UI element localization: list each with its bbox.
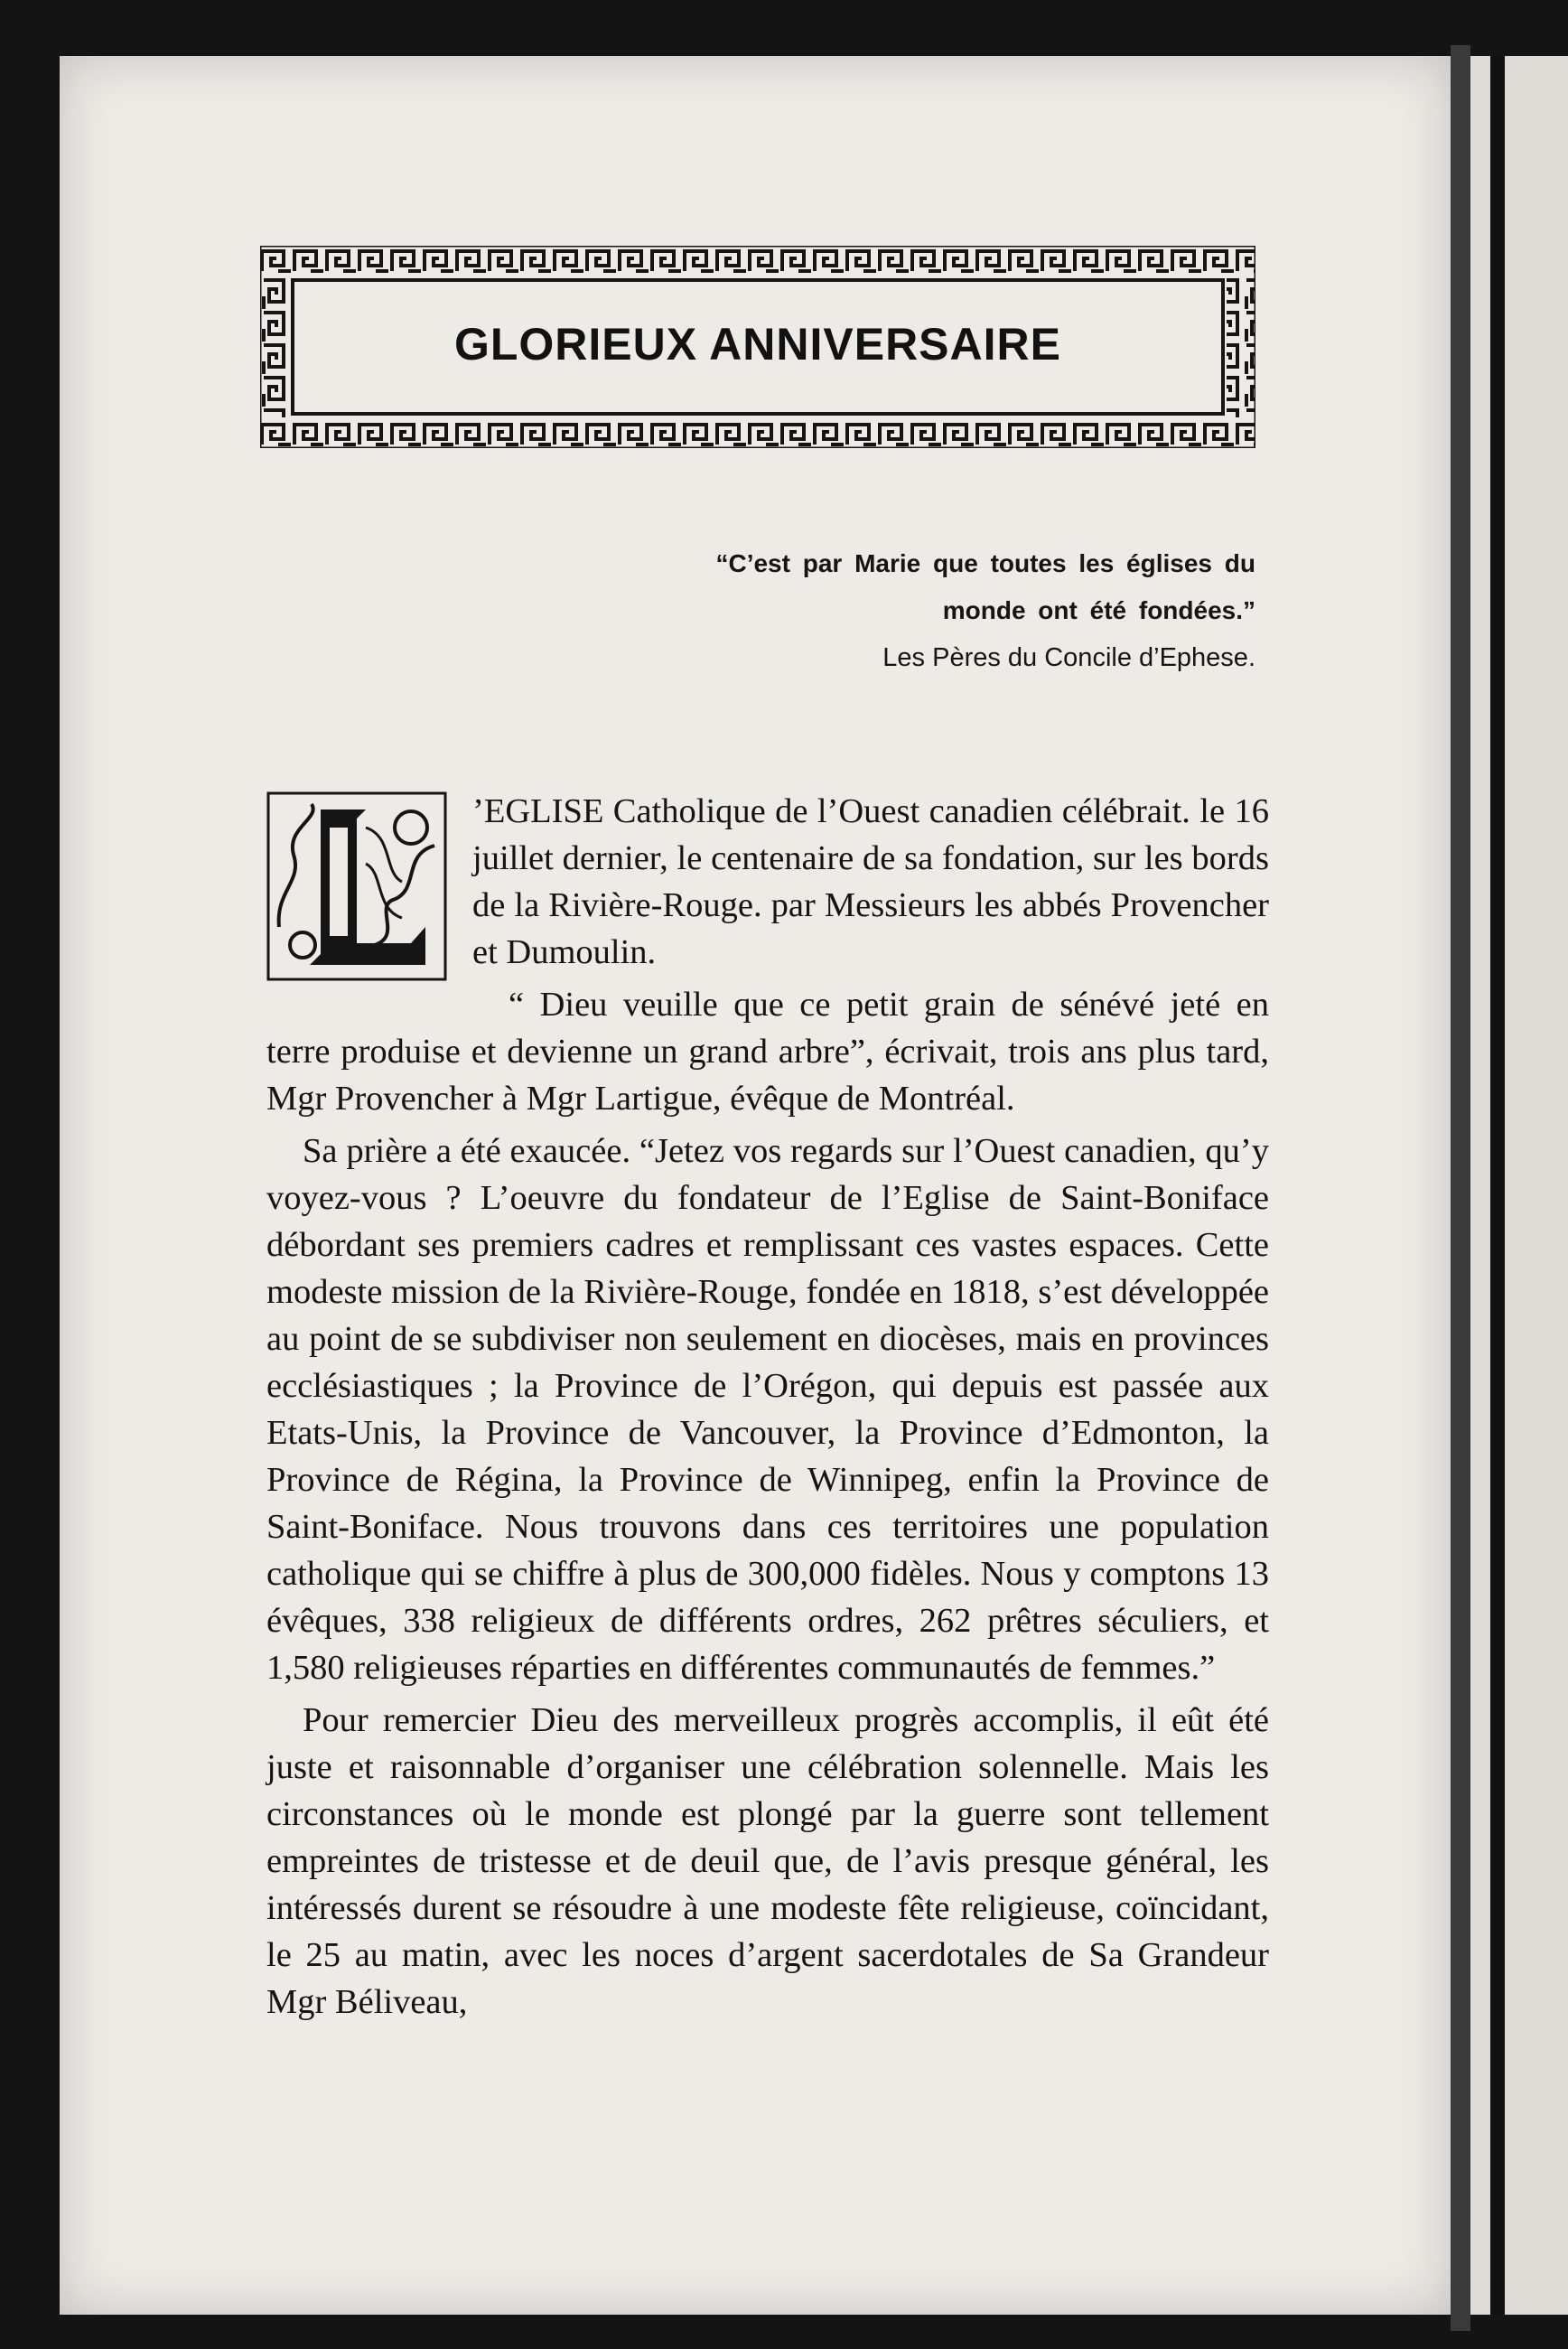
article-body [266,788,1269,2026]
title-frame [260,246,1255,448]
paragraph-4: Pour remercier Dieu des merveilleux progrès accomplis, il eût été juste et raisonnable d’organiser une célébration solennelle. Mais les circonstances où le monde est plongé par la guerre sont tellement empreintes de tristesse et de deuil que, de l’avis presque général, les intéressés durent se résoudre à une modeste fête religieuse, coïncidant, le 25 au matin, avec les noces d’argent sacerdotales de Sa Grandeur Mgr Béliveau, [266,1701,1269,2021]
epigraph-attribution: Les Pères du Concile d’Ephese. [882,643,1255,672]
page-title: GLORIEUX ANNIVERSAIRE [453,319,1061,370]
facing-page-shadow [1490,56,1505,2315]
paragraph-2: “ Dieu veuille que ce petit grain de sénévé jeté en terre produise et devienne un grand arbre”, écrivait, trois ans plus tard, Mgr Provencher à Mgr Lartigue, évêque de Montréal. [266,986,1269,1118]
book-binding [1451,45,1470,2331]
facing-page-edge [1470,56,1568,2315]
paragraph-1: ’EGLISE Catholique de l’Ouest canadien célébrait. le 16 juillet dernier, le centenaire de sa fondation, sur les bords de la Rivière-Rouge. par Messieurs les abbés Provencher et Dumoulin. [472,792,1269,971]
epigraph-quote: “C’est par Marie que toutes les églises du monde ont été fondées.” [715,549,1255,624]
paragraph-3: Sa prière a été exaucée. “Jetez vos regards sur l’Ouest canadien, qu’y voyez-vous ? L’oeuvre du fondateur de l’Eglise de Saint-Boniface débordant ses premiers cadres et remplissant ces vastes espaces. Cette modeste mission de la Rivière-Rouge, fondée en 1818, s’est développée au point de se subdiviser non seulement en diocèses, mais en provinces ecclésiastiques ; la Province de l’Orégon, qui depuis est passée aux Etats-Unis, la Province de Vancouver, la Province d’Edmonton, la Province de Régina, la Province de Winnipeg, enfin la Province de Saint-Boniface. Nous trouvons dans ces territoires une population catholique qui se chiffre à plus de 300,000 fidèles. Nous y comptons 13 évêques, 338 religieux de différents ordres, 262 prêtres séculiers, et 1,580 religieuses réparties en différentes communautés de femmes.” [266,1132,1269,1687]
ornate-dropcap-l-icon [266,791,447,981]
epigraph [695,540,1255,681]
